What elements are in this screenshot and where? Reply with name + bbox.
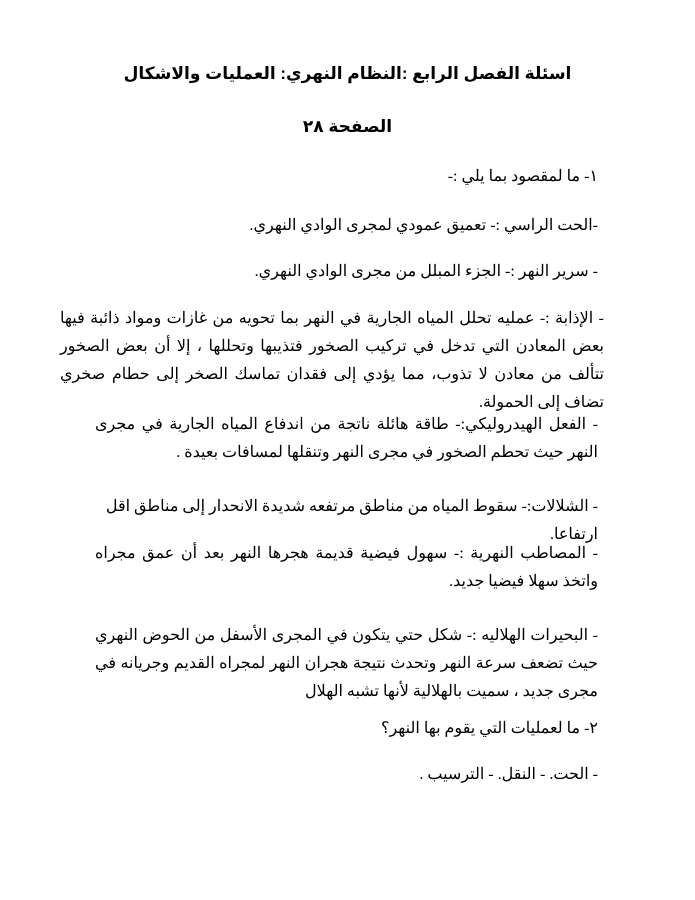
question-1: ١- ما لمقصود بما يلي :- <box>447 168 598 185</box>
question-2: ٢- ما لعمليات التي يقوم بها النهر؟ <box>380 720 598 737</box>
answer-2: - الحت. - النقل. - الترسيب . <box>419 766 598 783</box>
definition-shalalat: - الشلالات:- سقوط المياه من مناطق مرتفعه شديدة الانحدار إلى مناطق اقل ارتفاعا. <box>105 498 598 543</box>
definition-idhaba: - الإذابة :- عمليه تحلل المياه الجارية في النهر بما تحويه من غازات ومواد ذائبة فيها بعض المعادن التي تدخل في تركيب الصخور فتذيبها وتحللها ، إلا أن بعض الصخور تتألف من معادن لا تذوب، مما يؤدي إلى فقدان تماسك الصخر إلى حطام صخري تضاف إلى الحمولة. <box>60 310 604 411</box>
definition-sarir-nahr: - سرير النهر :- الجزء المبلل من مجرى الوادي النهري. <box>254 263 598 280</box>
definition-masatib: - المصاطب النهرية :- سهول فيضية قديمة هجرها النهر بعد أن عمق مجراه واتخذ سهلا فيضيا جديد. <box>95 545 598 590</box>
page-number-label: الصفحة ٢٨ <box>302 117 393 136</box>
definition-buhayrat: - البحيرات الهلاليه :- شكل حتي يتكون في المجرى الأسفل من الحوض النهري حيث تضعف سرعة النهر وتحدث نتيجة هجران النهر لمجراه القديم وجريانه في مجرى جديد ، سميت بالهلالية لأنها تشبه الهلال <box>95 627 598 700</box>
definition-fiil-hydrolic: - الفعل الهيدروليكي:- طاقة هائلة ناتجة من اندفاع المياه الجارية في مجرى النهر حيث تحطم الصخور في مجرى النهر وتنقلها لمسافات بعيدة . <box>95 416 598 461</box>
document-title: اسئلة الفصل الرابع :النظام النهري: العمليات والاشكال <box>123 64 572 83</box>
definition-hat-rasi: -الحت الراسي :- تعميق عمودي لمجرى الوادي النهري. <box>249 217 598 234</box>
